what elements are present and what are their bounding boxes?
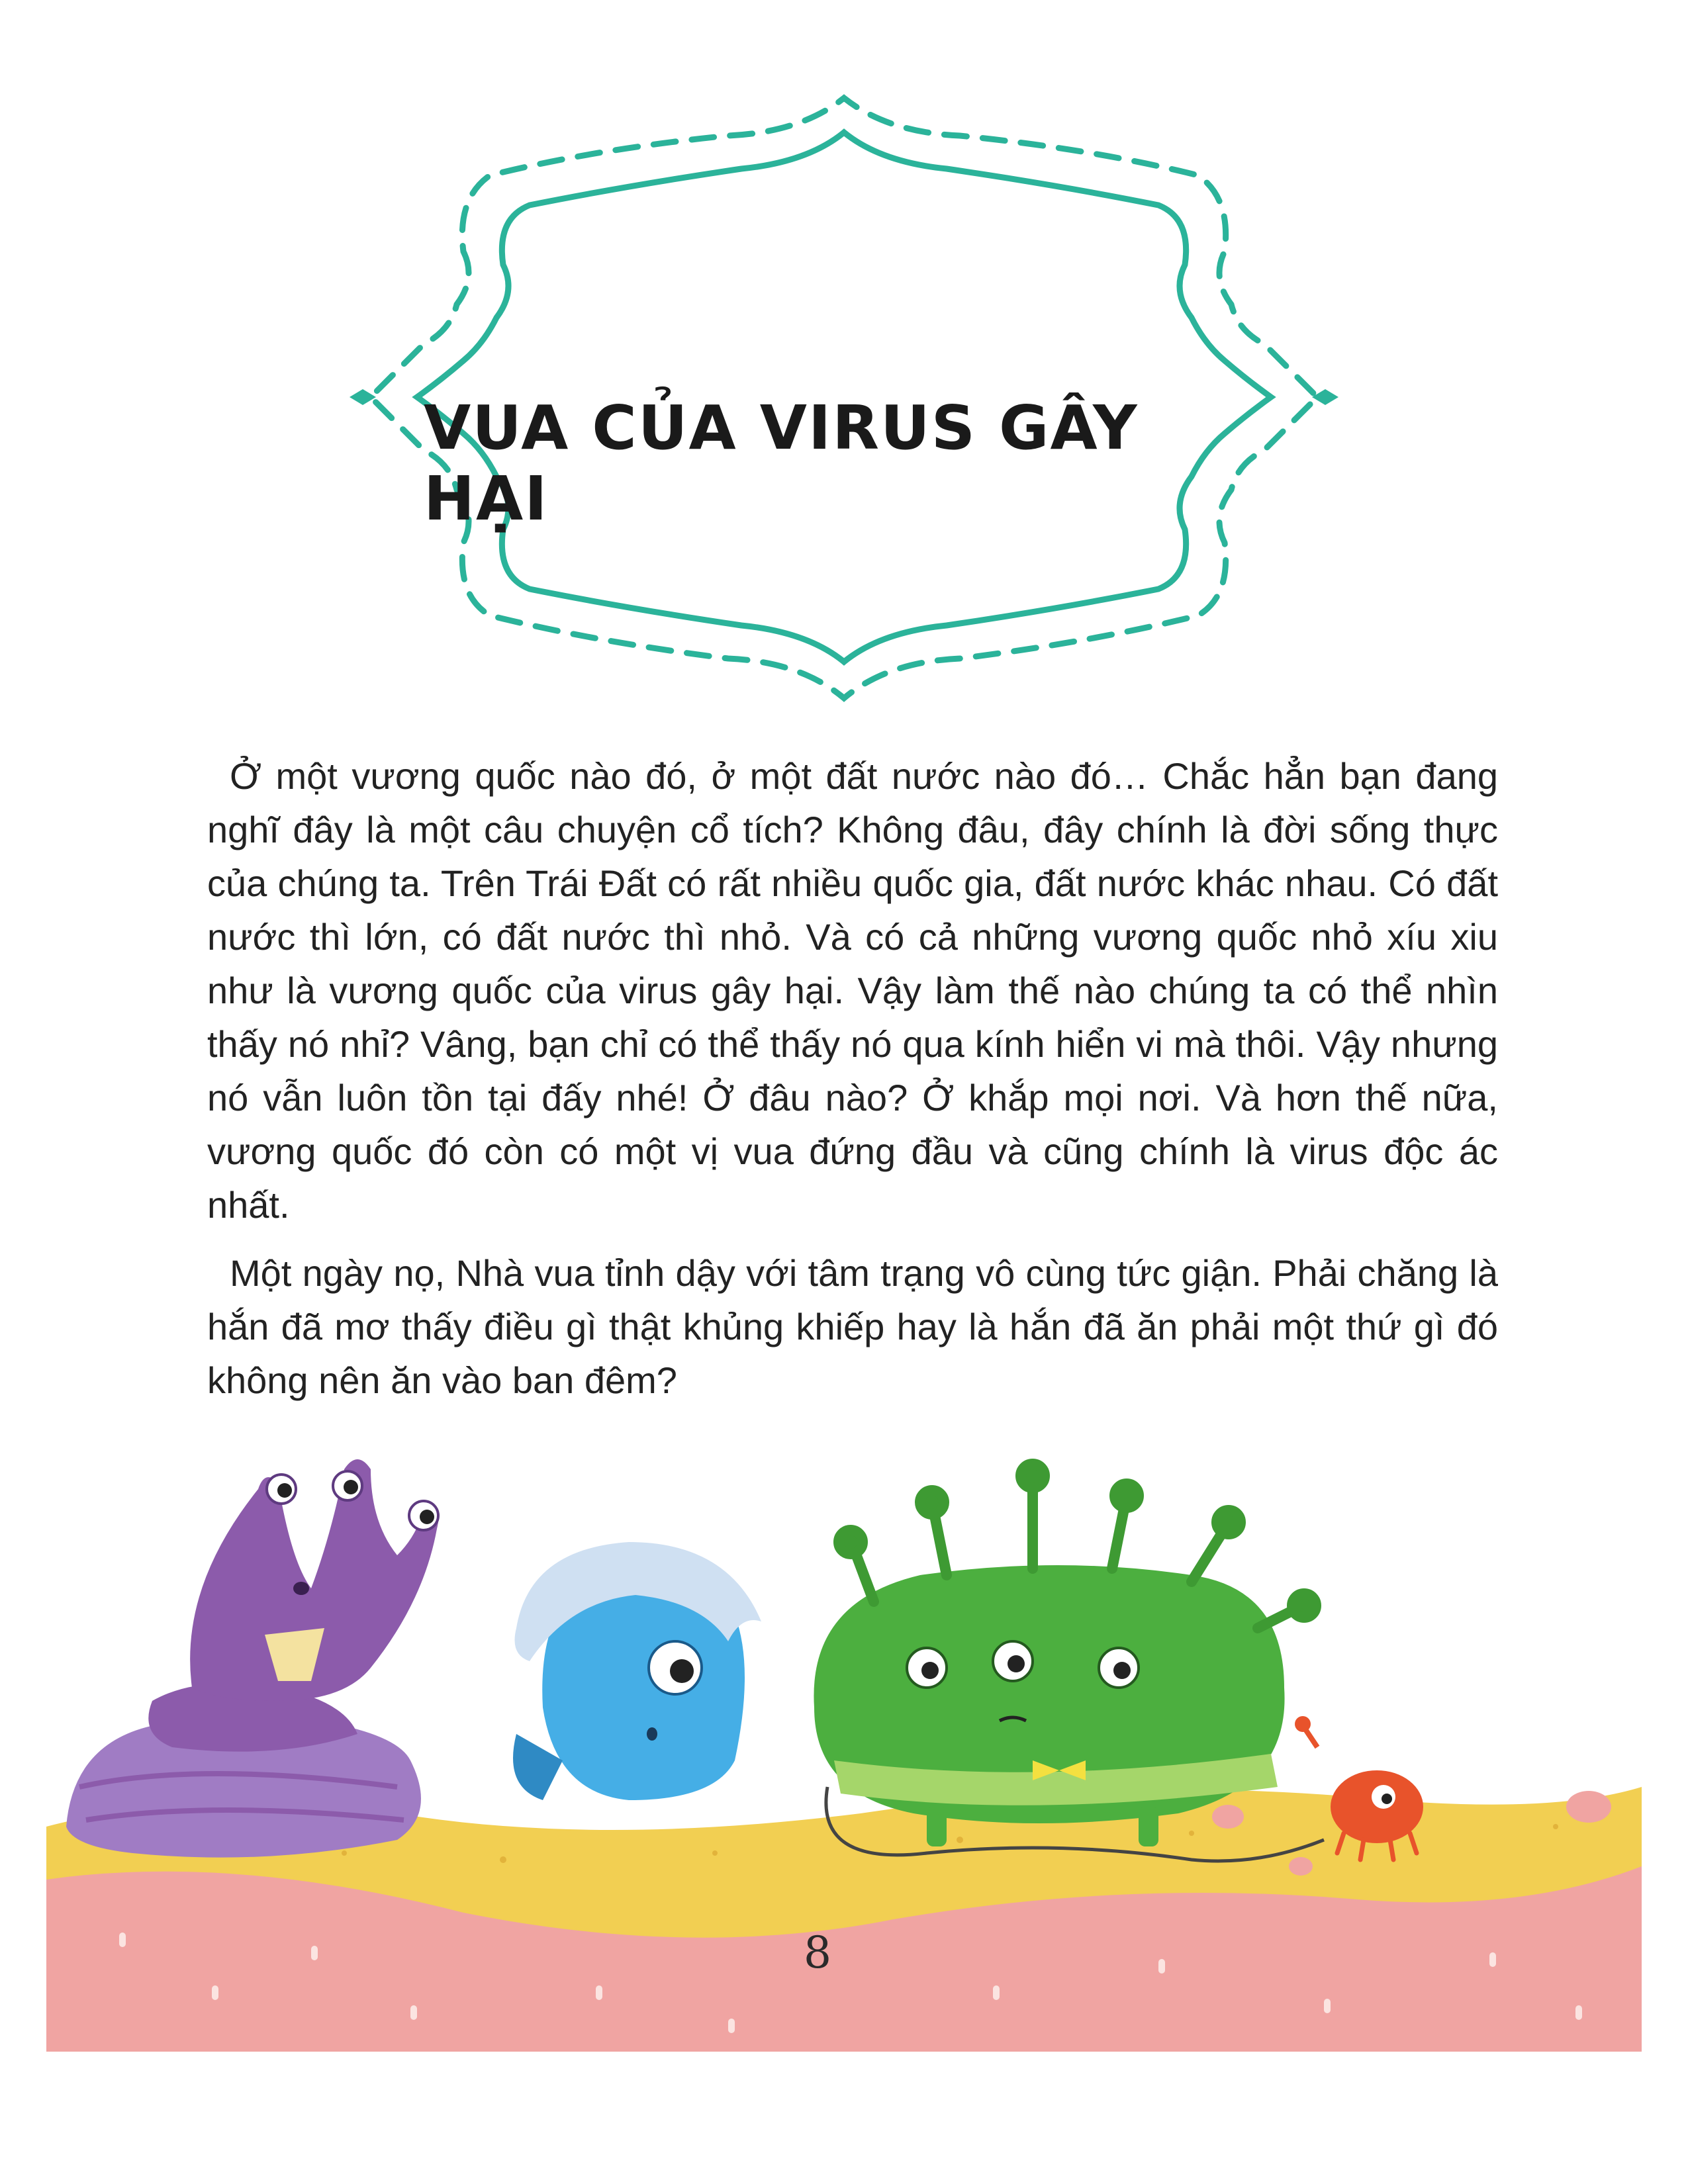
story-text bbox=[207, 749, 1498, 1422]
pink-blob bbox=[1212, 1805, 1244, 1829]
pink-blob bbox=[1566, 1791, 1611, 1823]
purple-three-eyed-virus-icon bbox=[66, 1459, 439, 1858]
pink-blob bbox=[1289, 1857, 1313, 1876]
paragraph-1: Ở một vương quốc nào đó, ở một đất nước nào đó… Chắc hẳn bạn đang nghĩ đây là một câu chuyện cổ tích? Không đâu, đây chính là đời sống thực của chúng ta. Trên Trái Đất có rất nhiều quốc gia, đất nước khác nhau. Có đất nước thì lớn, có đất nước thì nhỏ. Và có cả những vương quốc nhỏ xíu xiu như là vương quốc của virus gây hại. Vậy làm thế nào chúng ta có thể nhìn thấy nó nhỉ? Vâng, bạn chỉ có thể thấy nó qua kính hiển vi mà thôi. Vậy nhưng nó vẫn luôn tồn tại đấy nhé! Ở đâu nào? Ở khắp mọi nơi. Và hơn thế nữa, vương quốc đó còn có một vị vua đứng đầu và cũng chính là virus độc ác nhất. bbox=[207, 755, 1498, 1226]
blue-wig-virus-icon bbox=[513, 1542, 761, 1800]
frame-right-tip-icon bbox=[1312, 389, 1338, 405]
illustration bbox=[0, 1390, 1688, 2118]
paragraph-2: Một ngày nọ, Nhà vua tỉnh dậy với tâm trạng vô cùng tức giận. Phải chăng là hắn đã mơ thấy điều gì thật khủng khiếp hay là hắn đã ăn phải một thứ gì đó không nên ăn vào ban đêm? bbox=[207, 1252, 1498, 1401]
green-king-virus-icon bbox=[814, 1464, 1316, 1846]
title-frame bbox=[0, 0, 1688, 728]
frame-left-tip-icon bbox=[350, 389, 376, 405]
page-number: 8 bbox=[804, 1927, 831, 1978]
page-title: VUA CỦA VIRUS GÂY HẠI bbox=[424, 392, 1139, 534]
